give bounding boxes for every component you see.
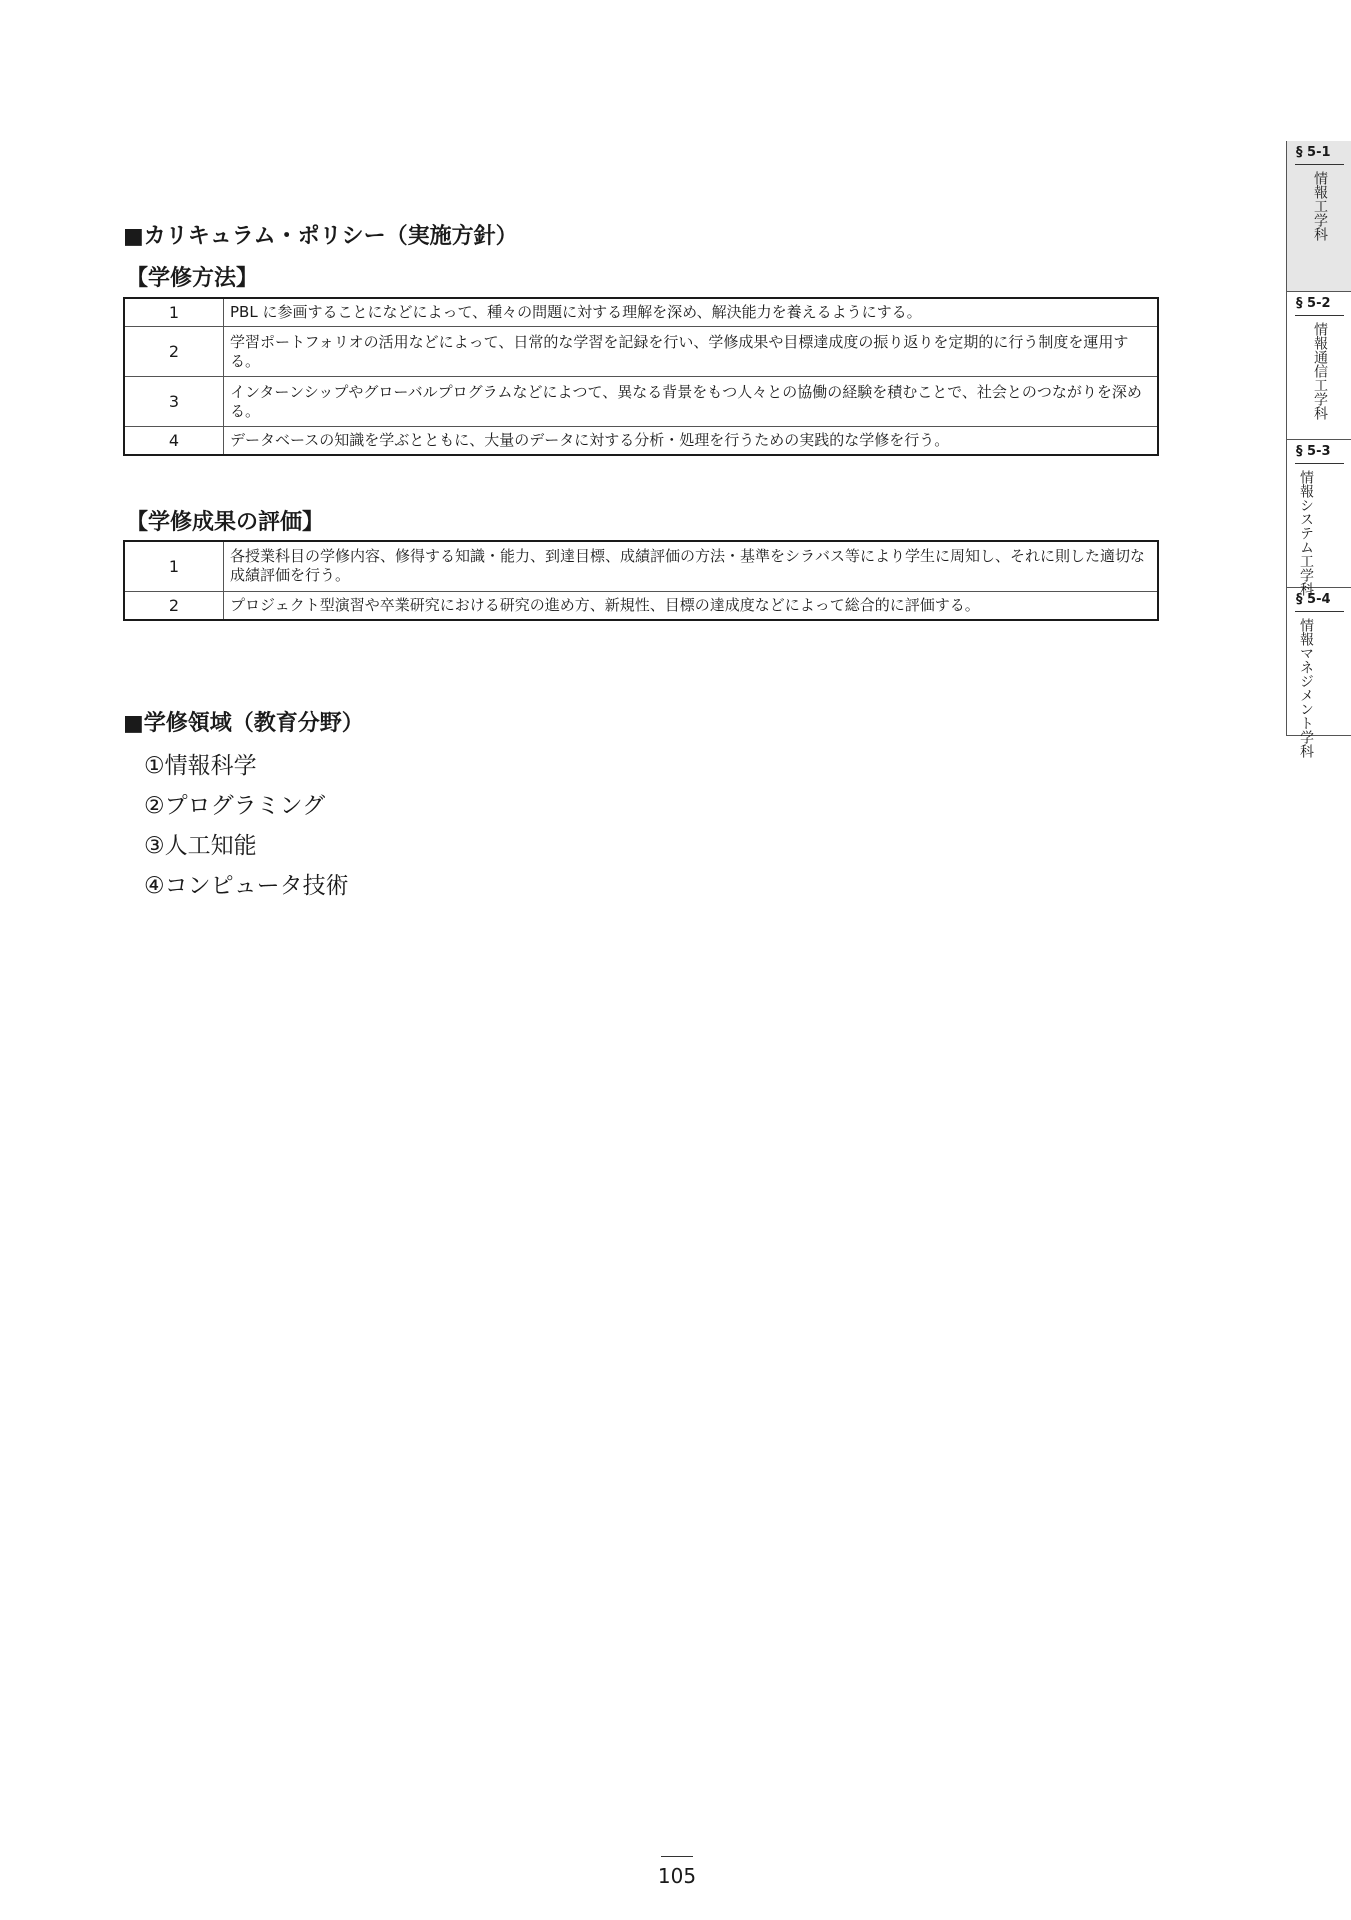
divider — [1295, 315, 1344, 316]
tab-name: 情報システム工学科 — [1298, 470, 1314, 596]
tab-section-5-2[interactable] — [1287, 292, 1351, 440]
row-text: 各授業科目の学修内容、修得する知識・能力、到達目標、成績評価の方法・基準をシラバス等により学生に周知し、それに則した適切な成績評価を行う。 — [224, 541, 1159, 591]
divider — [661, 1856, 693, 1857]
methods-heading: 【学修方法】 — [126, 266, 259, 291]
row-number: 2 — [124, 591, 224, 620]
tab-name: 情報通信工学科 — [1312, 322, 1328, 420]
list-item: ①情報科学 — [144, 753, 257, 779]
section-tabs — [1286, 141, 1351, 758]
row-text: プロジェクト型演習や卒業研究における研究の進め方、新規性、目標の達成度などによって総合的に評価する。 — [224, 591, 1159, 620]
table-row — [124, 327, 1158, 377]
tab-code: § 5-3 — [1296, 444, 1331, 459]
row-number: 1 — [124, 541, 224, 591]
row-number: 1 — [124, 298, 224, 327]
divider — [1295, 164, 1344, 165]
tab-code: § 5-4 — [1296, 592, 1331, 607]
table-row — [124, 377, 1158, 427]
tab-section-5-1[interactable] — [1287, 141, 1351, 292]
list-item: ④コンピュータ技術 — [144, 873, 349, 899]
table-row — [124, 298, 1158, 327]
curriculum-policy-heading: ■カリキュラム・ポリシー（実施方針） — [123, 224, 518, 249]
row-number: 2 — [124, 327, 224, 377]
list-item: ③人工知能 — [144, 833, 257, 859]
evaluation-table — [123, 540, 1159, 621]
row-text: PBL に参画することになどによって、種々の問題に対する理解を深め、解決能力を養えるようにする。 — [224, 298, 1159, 327]
table-row — [124, 541, 1158, 591]
methods-table — [123, 297, 1159, 456]
page-number: 105 — [657, 1864, 697, 1888]
list-item: ②プログラミング — [144, 793, 326, 819]
tab-code: § 5-1 — [1296, 145, 1331, 160]
divider — [1295, 463, 1344, 464]
tab-name: 情報工学科 — [1312, 171, 1328, 241]
row-number: 3 — [124, 377, 224, 427]
study-fields-list — [144, 746, 349, 906]
study-fields-heading: ■学修領域（教育分野） — [123, 711, 364, 736]
row-text: 学習ポートフォリオの活用などによって、日常的な学習を記録を行い、学修成果や目標達成度の振り返りを定期的に行う制度を運用する。 — [224, 327, 1159, 377]
divider — [1295, 611, 1344, 612]
tab-section-5-3[interactable] — [1287, 440, 1351, 596]
table-row — [124, 591, 1158, 620]
evaluation-heading: 【学修成果の評価】 — [126, 510, 325, 535]
tab-code: § 5-2 — [1296, 296, 1331, 311]
tab-name: 情報マネジメント学科 — [1298, 618, 1314, 758]
row-text: インターンシップやグローバルプログラムなどによつて、異なる背景をもつ人々との協働の経験を積むことで、社会とのつながりを深める。 — [224, 377, 1159, 427]
table-row — [124, 427, 1158, 456]
row-text: データベースの知識を学ぶとともに、大量のデータに対する分析・処理を行うための実践的な学修を行う。 — [224, 427, 1159, 456]
tab-section-5-4[interactable] — [1287, 588, 1351, 758]
row-number: 4 — [124, 427, 224, 456]
